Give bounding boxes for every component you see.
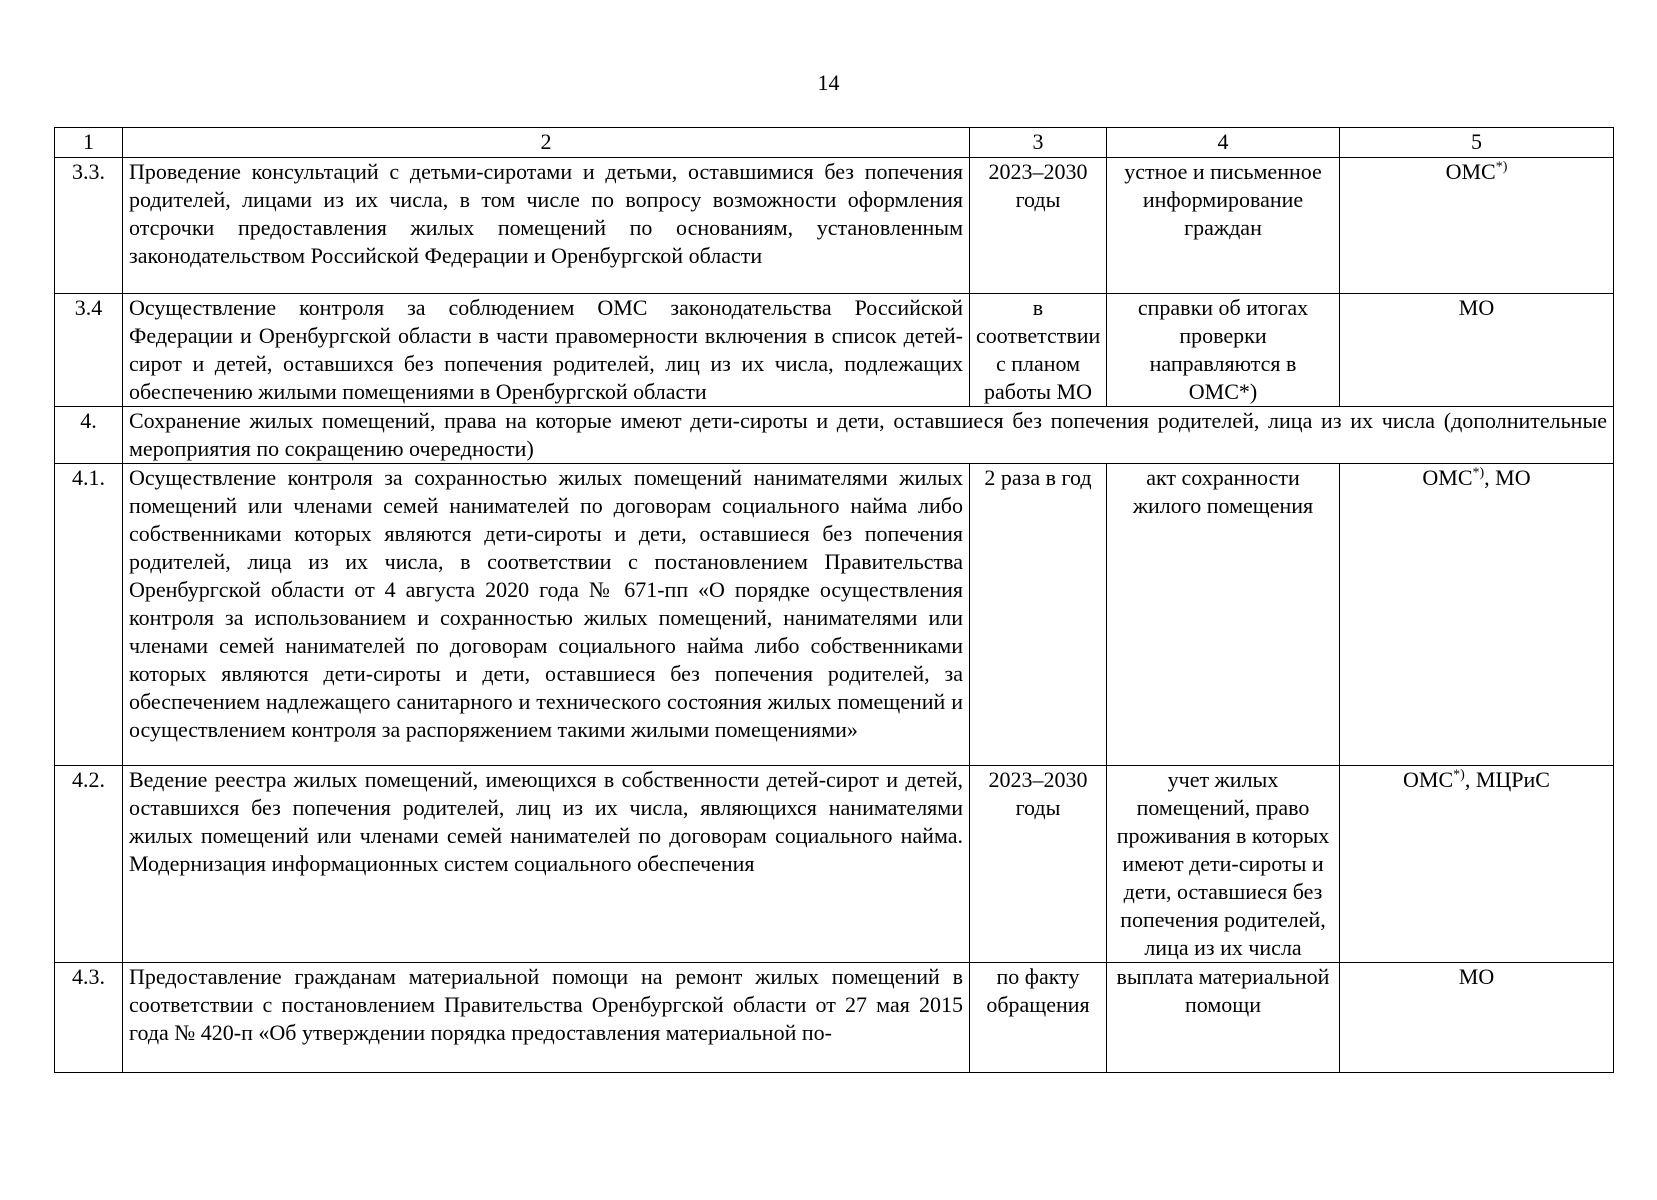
responsible-name: МО <box>1458 295 1495 320</box>
table-row <box>55 158 1614 294</box>
responsible-cell <box>1340 766 1614 963</box>
result-cell: справки об итогах проверки направляются в ОМС*) <box>1107 294 1340 407</box>
column-number-4: 4 <box>1107 128 1340 158</box>
row-number: 3.4 <box>55 294 123 407</box>
column-number-1: 1 <box>55 128 123 158</box>
result-cell: учет жилых помещений, право проживания в которых имеют дети-сироты и дети, оставшиеся без попечения родителей, лица из их числа <box>1107 766 1340 963</box>
responsible-name: ОМС <box>1445 159 1496 184</box>
measure-text: Проведение консультаций с детьми-сиротами и детьми, оставшимися без попечения родителей, лицами из их числа, в том числе по вопросу возможности оформления отсрочки предоставления жилых помещений по основаниям, установленным законодательством Российской Федерации и Оренбургской области <box>123 158 970 294</box>
measure-text: Осуществление контроля за сохранностью жилых помещений нанимателями жилых помещений или членами семей нанимателей по договорам социального найма либо собственниками которых являются дети-сироты и дети, оставшиеся без попечения родителей, лица из их числа, в соответствии с постановлением Правительства Оренбургской области от 4 августа 2020 года № 671-пп «О порядке осуществления контроля за использованием и сохранностью жилых помещений, нанимателями или членами семей нанимателей по договорам социального найма либо собственниками которых являются дети-сироты и дети, оставшиеся без попечения родителей, за обеспечением надлежащего санитарного и технического состояния жилых помещений и осуществлением контроля за распоряжением такими жилыми помещениями» <box>123 464 970 766</box>
responsible-cell <box>1340 464 1614 766</box>
section-row <box>55 407 1614 464</box>
term-cell: 2023–2030 годы <box>970 766 1107 963</box>
row-number: 4.1. <box>55 464 123 766</box>
section-number: 4. <box>55 407 123 464</box>
section-title: Сохранение жилых помещений, права на которые имеют дети-сироты и дети, оставшиеся без попечения родителей, лица из их числа (дополнительные мероприятия по сокращению очередности) <box>123 407 1614 464</box>
term-cell: по факту обращения <box>970 963 1107 1073</box>
footnote-mark: *) <box>1453 767 1465 783</box>
page-number: 14 <box>817 70 840 95</box>
term-cell: 2 раза в год <box>970 464 1107 766</box>
measure-text: Предоставление гражданам материальной помощи на ремонт жилых помещений в соответствии с постановлением Правительства Оренбургской области от 27 мая 2015 года № 420-п «Об утверждении порядка предоставления материальной по- <box>123 963 970 1073</box>
row-number: 4.2. <box>55 766 123 963</box>
responsible-suffix: , МО <box>1484 465 1531 490</box>
result-cell: устное и письменное информирование граждан <box>1107 158 1340 294</box>
column-number-2: 2 <box>123 128 970 158</box>
measure-text: Ведение реестра жилых помещений, имеющихся в собственности детей-сирот и детей, оставшихся без попечения родителей, лиц из их числа, являющихся нанимателями жилых помещений или членами семей нанимателей по договорам социального найма. Модернизация информационных систем социального обеспечения <box>123 766 970 963</box>
responsible-name: ОМС <box>1422 465 1473 490</box>
table-row <box>55 464 1614 766</box>
row-number: 3.3. <box>55 158 123 294</box>
responsible-cell <box>1340 963 1614 1073</box>
responsible-cell <box>1340 294 1614 407</box>
table-row <box>55 963 1614 1073</box>
table-header-row <box>55 128 1614 158</box>
term-cell: в соответствии с планом работы МО <box>970 294 1107 407</box>
column-number-3: 3 <box>970 128 1107 158</box>
result-cell: выплата материальной помощи <box>1107 963 1340 1073</box>
measure-text: Осуществление контроля за соблюдением ОМС законодательства Российской Федерации и Оренбургской области в части правомерности включения в список детей-сирот и детей, оставшихся без попечения родителей, лиц из их числа, подлежащих обеспечению жилыми помещениями в Оренбургской области <box>123 294 970 407</box>
responsible-suffix: , МЦРиС <box>1464 767 1550 792</box>
row-number: 4.3. <box>55 963 123 1073</box>
responsible-cell <box>1340 158 1614 294</box>
table-row <box>55 294 1614 407</box>
table-row <box>55 766 1614 963</box>
responsible-name: МО <box>1458 964 1495 989</box>
footnote-mark: *) <box>1472 465 1485 481</box>
result-cell: акт сохранности жилого помещения <box>1107 464 1340 766</box>
responsible-name: ОМС <box>1403 767 1454 792</box>
column-number-5: 5 <box>1340 128 1614 158</box>
term-cell: 2023–2030 годы <box>970 158 1107 294</box>
measures-table <box>54 127 1614 1073</box>
footnote-mark: *) <box>1495 159 1508 175</box>
